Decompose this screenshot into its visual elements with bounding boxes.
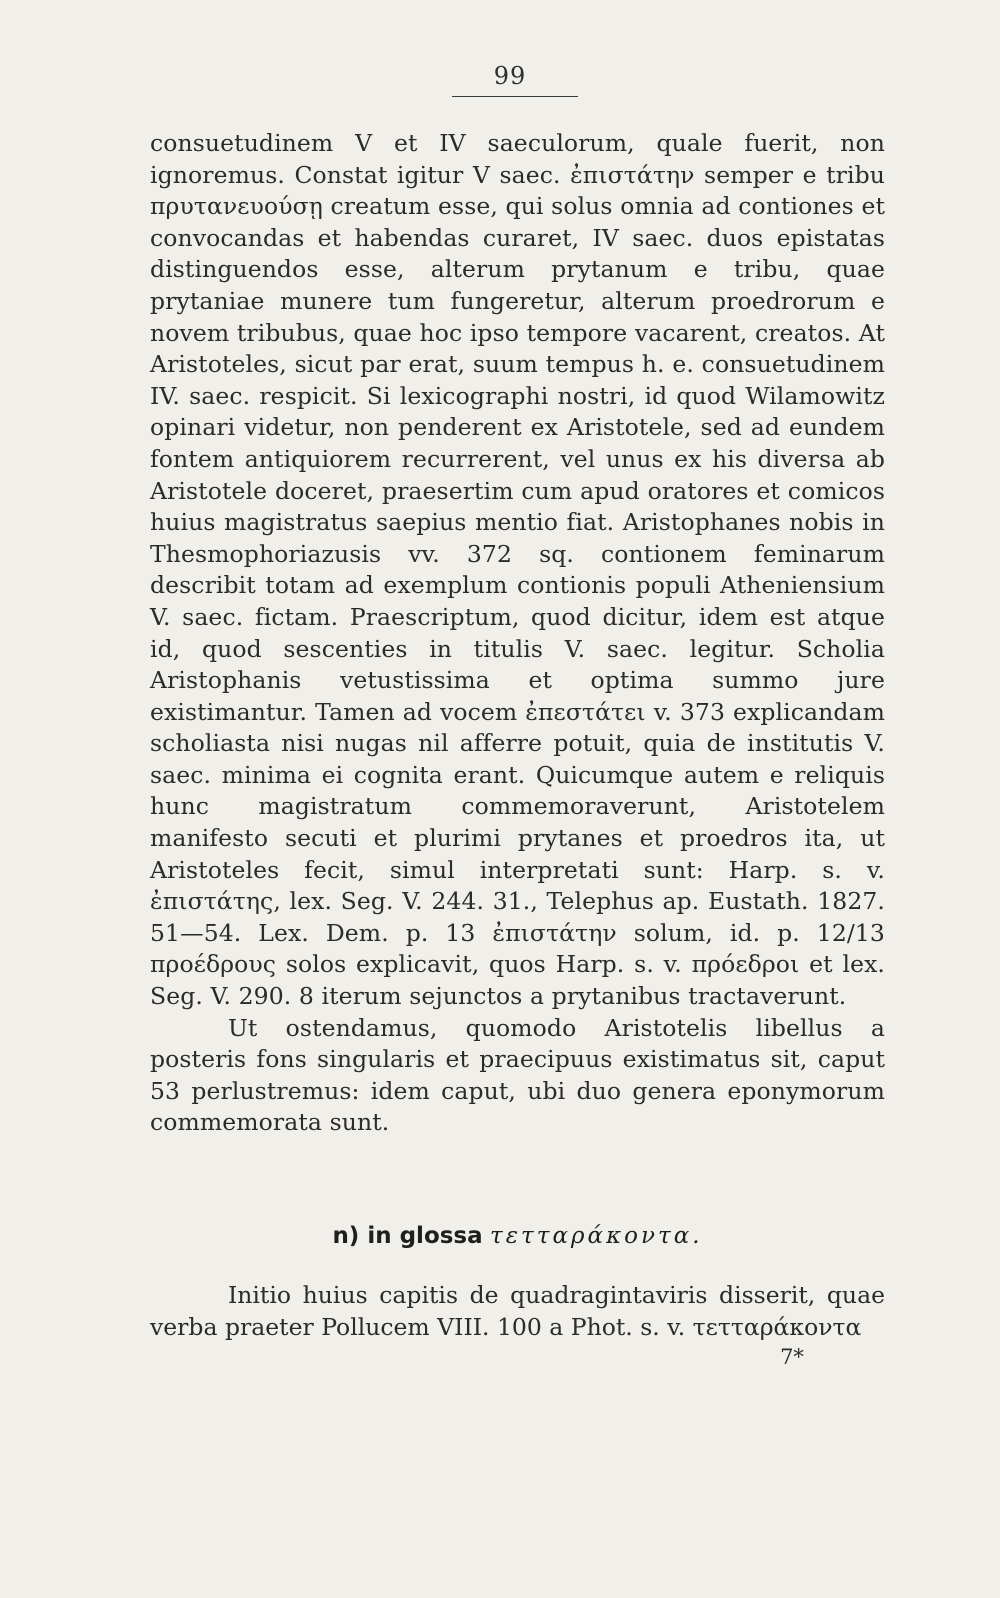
section-paragraph: Initio huius capitis de quadragintaviris disserit, quae verba praeter Pollucem VIII. 100 a Phot. s. v. τετταράκοντα xyxy=(150,1281,885,1341)
section-heading xyxy=(150,1223,885,1249)
paragraph-2: Ut ostendamus, quomodo Aristotelis libellus a posteris fons singularis et praecipuus existimatus sit, caput 53 perlustremus: idem caput, ubi duo genera eponymorum commemorata sunt. xyxy=(150,1013,885,1137)
section-text xyxy=(150,1280,885,1343)
section-heading-greek: τετταράκοντα. xyxy=(489,1223,703,1249)
page-number: 99 xyxy=(493,62,527,90)
paragraph-1: consuetudinem V et IV saeculorum, quale fuerit, non ignoremus. Constat igitur V saec. ἐπιστάτην semper e tribu πρυτανευούσῃ creatum esse, qui solus omnia ad contiones et convocandas et habendas curaret, IV saec. duos epistatas distinguendos esse, alterum prytanum e tribu, quae prytaniae munere tum fungeretur, alterum proedrorum e novem tribubus, quae hoc ipso tempore vacarent, creatos. At Aristoteles, sicut par erat, suum tempus h. e. consuetudinem IV. saec. respicit. Si lexicographi nostri, id quod Wilamowitz opinari videtur, non penderent ex Aristotele, sed ad eundem fontem antiquiorem recurrerent, vel unus ex his diversa ab Aristotele doceret, praesertim cum apud oratores et comicos huius magistratus saepius mentio fiat. Aristophanes nobis in Thesmophoriazusis vv. 372 sq. contionem feminarum describit totam ad exemplum contionis populi Atheniensium V. saec. fictam. Praescriptum, quod dicitur, idem est atque id, quod sescenties in titulis V. saec. legitur. Scholia Aristophanis vetustissima et optima summo jure existimantur. Tamen ad vocem ἐπεστάτει v. 373 explicandam scholiasta nisi nugas nil afferre potuit, quia de institutis V. saec. minima ei cognita erant. Quicumque autem e reliquis hunc magistratum commemoraverunt, Aristotelem manifesto secuti et plurimi prytanes et proedros ita, ut Aristoteles fecit, simul interpretati sunt: Harp. s. v. ἐπιστάτης, lex. Seg. V. 244. 31., Telephus ap. Eustath. 1827. 51—54. Lex. Dem. p. 13 ἐπιστάτην solum, id. p. 12/13 προέδρους solos explicavit, quos Harp. s. v. πρόεδροι et lex. Seg. V. 290. 8 iterum sejunctos a prytanibus tractaverunt. xyxy=(150,129,885,1011)
main-text xyxy=(150,128,885,1139)
signature-mark: 7* xyxy=(780,1345,804,1369)
header-rule xyxy=(452,96,578,97)
section-heading-label: n) in glossa xyxy=(332,1223,483,1249)
